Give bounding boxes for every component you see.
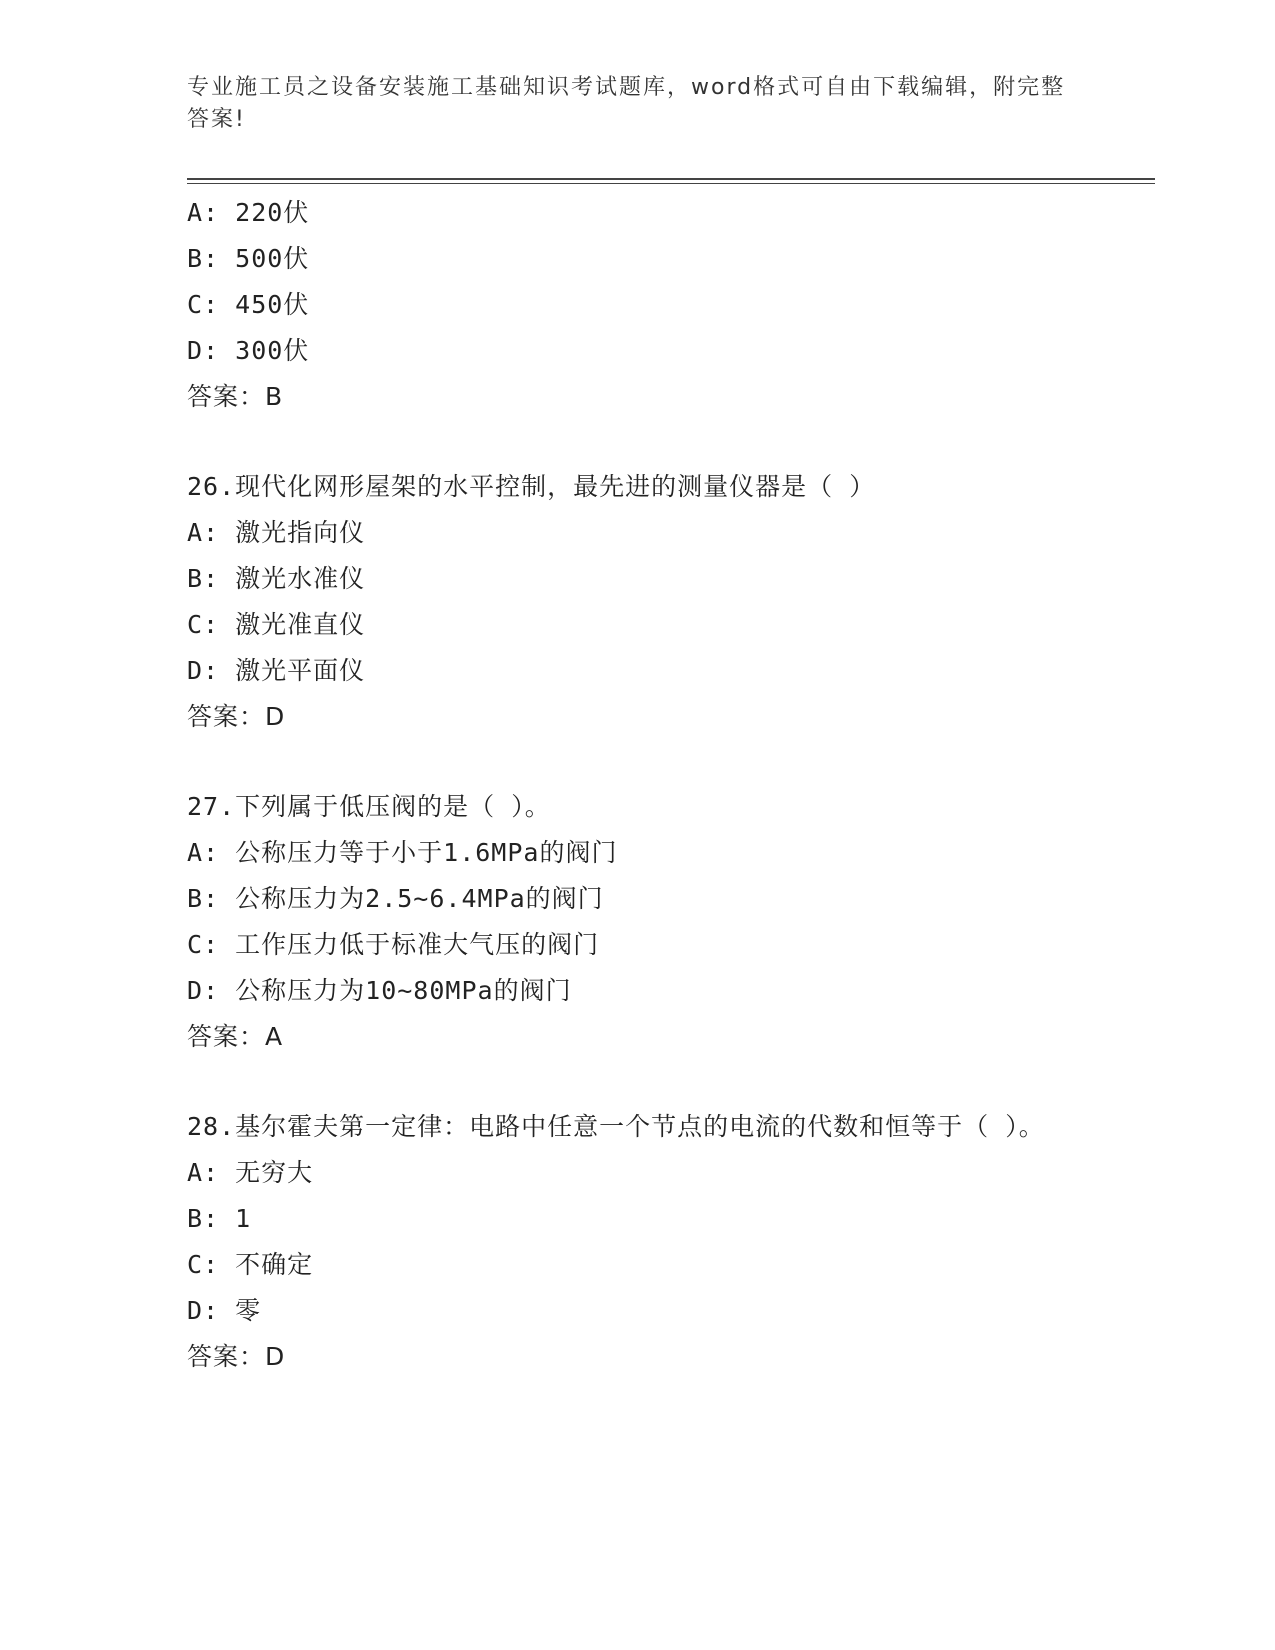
document-title: 专业施工员之设备安装施工基础知识考试题库，word格式可自由下载编辑，附完整答案! bbox=[187, 75, 1066, 132]
option-c: C: 激光准直仪 bbox=[187, 610, 366, 639]
option-d: D: 零 bbox=[187, 1296, 262, 1325]
page-header bbox=[187, 72, 1067, 136]
option-d: D: 300伏 bbox=[187, 336, 310, 365]
question-28 bbox=[187, 1104, 1087, 1380]
question-list bbox=[187, 190, 1087, 1380]
answer: 答案：A bbox=[187, 1022, 284, 1051]
option-c: C: 工作压力低于标准大气压的阀门 bbox=[187, 930, 600, 959]
option-a: A: 220伏 bbox=[187, 198, 310, 227]
question-26 bbox=[187, 464, 1087, 740]
header-divider-thin bbox=[187, 183, 1155, 184]
header-divider-thick bbox=[187, 178, 1155, 180]
option-b: B: 500伏 bbox=[187, 244, 310, 273]
spacer bbox=[187, 1060, 1087, 1104]
option-a: A: 无穷大 bbox=[187, 1158, 314, 1187]
answer: 答案：D bbox=[187, 702, 286, 731]
spacer bbox=[187, 740, 1087, 784]
question-stem: 28.基尔霍夫第一定律：电路中任意一个节点的电流的代数和恒等于（ ）。 bbox=[187, 1112, 1045, 1141]
question-25 bbox=[187, 190, 1087, 420]
option-c: C: 450伏 bbox=[187, 290, 310, 319]
option-a: A: 公称压力等于小于1.6MPa的阀门 bbox=[187, 838, 618, 867]
question-stem: 26.现代化网形屋架的水平控制，最先进的测量仪器是（ ） bbox=[187, 472, 876, 501]
option-b: B: 1 bbox=[187, 1204, 252, 1233]
question-27 bbox=[187, 784, 1087, 1060]
option-b: B: 激光水准仪 bbox=[187, 564, 366, 593]
option-c: C: 不确定 bbox=[187, 1250, 314, 1279]
option-d: D: 公称压力为10~80MPa的阀门 bbox=[187, 976, 572, 1005]
spacer bbox=[187, 420, 1087, 464]
option-b: B: 公称压力为2.5~6.4MPa的阀门 bbox=[187, 884, 604, 913]
option-d: D: 激光平面仪 bbox=[187, 656, 366, 685]
question-stem: 27.下列属于低压阀的是（ ）。 bbox=[187, 792, 551, 821]
answer: 答案：B bbox=[187, 382, 284, 411]
answer: 答案：D bbox=[187, 1342, 286, 1371]
option-a: A: 激光指向仪 bbox=[187, 518, 366, 547]
